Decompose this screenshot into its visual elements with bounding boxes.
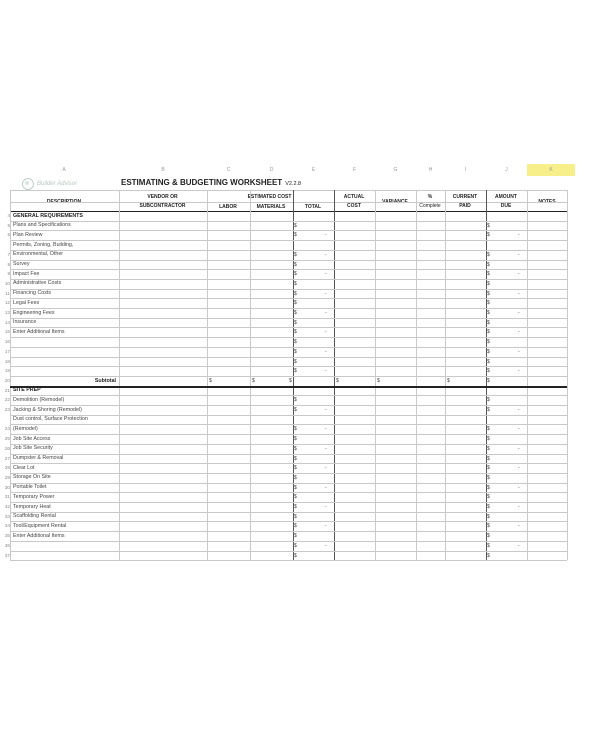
currency-sign: $ [487, 339, 490, 346]
dash-value: - [518, 271, 520, 278]
description-cell[interactable]: Enter Additional Items [13, 328, 65, 335]
column-letter[interactable]: I [464, 167, 467, 173]
header-current-line1: CURRENT [452, 194, 478, 200]
dash-value: - [518, 426, 520, 433]
currency-sign: $ [294, 426, 297, 433]
version-label: V2.2.8 [285, 181, 302, 187]
currency-sign: $ [294, 533, 297, 540]
worksheet-title-text: ESTIMATING & BUDGETING WORKSHEET [121, 178, 283, 187]
currency-sign: $ [294, 494, 297, 501]
row-number: 25 [4, 436, 10, 442]
currency-sign: $ [487, 261, 490, 268]
currency-sign: $ [487, 436, 490, 443]
header-actual-line1: ACTUAL [343, 194, 365, 200]
description-cell[interactable]: (Remodel) [13, 425, 38, 432]
currency-sign: $ [487, 377, 490, 384]
currency-sign: $ [294, 339, 297, 346]
dash-value: - [518, 465, 520, 472]
currency-sign: $ [294, 261, 297, 268]
column-letter[interactable]: E [311, 167, 316, 173]
column-letter[interactable]: C [226, 167, 231, 173]
row-number: 9 [7, 271, 10, 277]
currency-sign: $ [294, 445, 297, 452]
dash-value: - [325, 271, 327, 278]
header-labor: LABOR [219, 204, 237, 210]
row-number: 31 [4, 494, 10, 500]
currency-sign: $ [487, 533, 490, 540]
dash-value: - [325, 504, 327, 510]
description-cell[interactable]: Administrative Costs [13, 280, 62, 287]
dash-value: - [325, 251, 327, 258]
column-letter[interactable]: H [428, 167, 433, 173]
currency-sign: $ [487, 251, 490, 258]
currency-sign: $ [487, 348, 490, 355]
row-number: 36 [4, 542, 10, 548]
dash-value: - [518, 542, 520, 549]
currency-sign: $ [487, 319, 490, 326]
currency-sign: $ [252, 377, 255, 384]
column-letter[interactable]: D [269, 167, 274, 173]
currency-sign: $ [294, 348, 297, 355]
currency-sign: $ [487, 504, 490, 510]
header-variance: VARIANCE [382, 199, 408, 205]
currency-sign: $ [487, 494, 490, 501]
dash-value: - [325, 290, 327, 297]
currency-sign: $ [487, 368, 490, 375]
currency-sign: $ [487, 271, 490, 278]
dash-value: - [325, 523, 327, 530]
currency-sign: $ [487, 523, 490, 530]
row-number: 22 [4, 397, 10, 403]
description-cell[interactable]: Plans and Specifications [13, 222, 71, 229]
dash-value: - [325, 348, 327, 355]
dash-value: - [518, 290, 520, 297]
dash-value: - [325, 232, 327, 239]
currency-sign: $ [294, 271, 297, 278]
row-number: 12 [4, 300, 10, 306]
column-letter[interactable]: K [527, 164, 575, 176]
currency-sign: $ [209, 377, 212, 384]
row-number: 29 [4, 474, 10, 480]
description-cell[interactable]: GENERAL REQUIREMENTS [13, 212, 83, 219]
row-number: 7 [7, 251, 10, 257]
currency-sign: $ [487, 397, 490, 404]
dash-value: - [325, 484, 327, 491]
header-pct-line1: % [427, 194, 433, 200]
row-number: 20 [4, 377, 10, 383]
currency-sign: $ [487, 426, 490, 433]
currency-sign: $ [294, 319, 297, 326]
row-number: 34 [4, 523, 10, 529]
currency-sign: $ [487, 542, 490, 549]
description-cell[interactable]: Legal Fees [13, 299, 40, 306]
dash-value: - [518, 445, 520, 452]
currency-sign: $ [294, 407, 297, 413]
currency-sign: $ [294, 329, 297, 336]
row-number: 4 [7, 213, 10, 218]
description-cell[interactable]: Environmental, Other [13, 251, 64, 258]
grid-line [10, 541, 567, 542]
row-number: 27 [4, 455, 10, 461]
currency-sign: $ [294, 455, 297, 462]
row-number: 32 [4, 504, 10, 509]
currency-sign: $ [294, 290, 297, 297]
currency-sign: $ [294, 280, 297, 287]
dash-value: - [325, 329, 327, 336]
grid-line [10, 376, 567, 377]
description-cell[interactable]: Impact Fee [13, 270, 40, 277]
dash-value: - [518, 368, 520, 375]
row-number: 33 [4, 513, 10, 519]
column-letter[interactable]: J [505, 167, 508, 173]
grid-line [10, 190, 567, 191]
dash-value: - [325, 465, 327, 472]
currency-sign: $ [294, 465, 297, 472]
header-notes: NOTES [538, 199, 556, 205]
description-cell[interactable]: Scaffolding Rental [13, 513, 56, 520]
description-cell[interactable]: Financing Costs [13, 290, 51, 297]
currency-sign: $ [487, 358, 490, 365]
grid-line [10, 366, 567, 367]
description-cell[interactable]: Job Site Access [13, 435, 51, 442]
currency-sign: $ [487, 455, 490, 462]
row-number: 30 [4, 484, 10, 490]
dash-value: - [325, 310, 327, 316]
row-number: 35 [4, 533, 10, 539]
grid-line [10, 337, 567, 338]
dash-value: - [518, 523, 520, 530]
currency-sign: $ [294, 300, 297, 307]
header-amount-line1: AMOUNT [495, 194, 517, 200]
currency-sign: $ [289, 377, 292, 384]
row-number: 37 [4, 552, 10, 558]
header-amount-line2: DUE [500, 203, 512, 209]
header-materials: MATERIALS [256, 204, 286, 210]
description-cell[interactable]: SITE PREP [13, 387, 41, 394]
column-letter[interactable]: B [161, 167, 165, 173]
description-cell[interactable]: Portable Toilet [13, 484, 47, 491]
logo-text: Builder Advisor [37, 181, 78, 187]
dash-value: - [325, 368, 327, 375]
currency-sign: $ [487, 290, 490, 297]
currency-sign: $ [487, 232, 490, 239]
grid-line [10, 347, 567, 348]
currency-sign: $ [487, 222, 490, 229]
currency-sign: $ [377, 377, 380, 384]
description-cell[interactable]: Survey [13, 261, 30, 267]
row-number: 24 [4, 426, 10, 432]
dash-value: - [325, 407, 327, 413]
header-vendor-line2: SUBCONTRACTOR [139, 203, 186, 209]
currency-sign: $ [294, 222, 297, 229]
currency-sign: $ [294, 232, 297, 239]
header-pct-line2: Complete [419, 203, 441, 209]
grid-line [567, 190, 568, 560]
currency-sign: $ [487, 465, 490, 472]
currency-sign: $ [447, 377, 450, 384]
currency-sign: $ [294, 542, 297, 549]
row-number: 13 [4, 310, 10, 315]
column-letter[interactable]: F [352, 167, 357, 173]
row-number: 15 [4, 329, 10, 335]
column-letter[interactable]: G [393, 167, 398, 173]
row-number: 6 [7, 232, 10, 238]
currency-sign: $ [294, 513, 297, 520]
row-number: 16 [4, 339, 10, 345]
currency-sign: $ [294, 397, 297, 404]
header-estimated-cost: ESTIMATED COST [247, 194, 292, 200]
description-cell[interactable]: Enter Additional Items [13, 532, 65, 539]
header-actual-line2: COST [347, 203, 361, 209]
dash-value: - [518, 504, 520, 510]
subtotal-label: Subtotal [94, 377, 116, 384]
row-number: 19 [4, 368, 10, 374]
currency-sign: $ [294, 523, 297, 530]
dash-value: - [518, 251, 520, 258]
row-number: 8 [7, 261, 10, 267]
dash-value: - [325, 426, 327, 433]
currency-sign: $ [487, 513, 490, 520]
description-cell[interactable]: Clear Lot [13, 464, 35, 471]
column-letter[interactable]: A [62, 167, 66, 173]
row-number: 5 [7, 222, 10, 228]
description-cell[interactable]: Plan Review [13, 231, 43, 238]
currency-sign: $ [487, 552, 490, 559]
grid-line [10, 560, 567, 561]
grid-line [10, 202, 567, 203]
currency-sign: $ [294, 474, 297, 481]
description-cell[interactable]: Temporary Power [13, 493, 55, 500]
header-total: TOTAL [304, 204, 322, 210]
row-number: 23 [4, 407, 10, 412]
row-number: 17 [4, 348, 10, 354]
description-cell[interactable]: Dust control, Surface Protection [13, 416, 88, 423]
dash-value: - [325, 445, 327, 452]
currency-sign: $ [294, 251, 297, 258]
currency-sign: $ [487, 407, 490, 413]
row-number: 11 [5, 290, 10, 296]
grid-line [10, 551, 567, 552]
description-cell[interactable]: Storage On Site [13, 474, 51, 481]
description-cell[interactable]: Insurance [13, 319, 37, 326]
dash-value: - [518, 348, 520, 355]
description-cell[interactable]: Tool/Equipment Rental [13, 522, 67, 529]
header-current-line2: PAID [459, 203, 471, 209]
description-cell[interactable]: Temporary Heat [13, 503, 51, 510]
dash-value: - [325, 542, 327, 549]
row-number: 26 [4, 445, 10, 451]
description-cell[interactable]: Dumpster & Removal [13, 455, 64, 461]
currency-sign: $ [294, 504, 297, 510]
currency-sign: $ [487, 329, 490, 336]
row-number: 21 [4, 387, 10, 393]
dash-value: - [518, 329, 520, 336]
dash-value: - [518, 232, 520, 239]
dash-value: - [518, 407, 520, 413]
row-number: 18 [4, 358, 10, 364]
row-number: 14 [4, 319, 10, 325]
currency-sign: $ [294, 310, 297, 316]
currency-sign: $ [294, 368, 297, 375]
currency-sign: $ [487, 445, 490, 452]
row-number: 28 [4, 465, 10, 471]
description-cell[interactable]: Demolition (Remodel) [13, 396, 65, 403]
header-description: DESCRIPTION [46, 199, 82, 205]
currency-sign: $ [294, 552, 297, 559]
currency-sign: $ [487, 474, 490, 481]
description-cell[interactable]: Jacking & Shoring (Remodel) [13, 406, 82, 413]
currency-sign: $ [294, 436, 297, 443]
dash-value: - [518, 310, 520, 316]
grid-line [10, 357, 567, 358]
currency-sign: $ [487, 300, 490, 307]
description-cell[interactable]: Engineering Fees [13, 309, 55, 316]
currency-sign: $ [487, 280, 490, 287]
row-number: 10 [4, 280, 10, 286]
currency-sign: $ [487, 484, 490, 491]
description-cell[interactable]: Job Site Security [13, 445, 53, 452]
dash-value: - [518, 484, 520, 491]
currency-sign: $ [294, 358, 297, 365]
currency-sign: $ [336, 377, 339, 384]
currency-sign: $ [294, 484, 297, 491]
currency-sign: $ [487, 310, 490, 316]
header-vendor-line1: VENDOR OR [147, 194, 178, 200]
description-cell[interactable]: Permits, Zoning, Building, [13, 241, 74, 248]
